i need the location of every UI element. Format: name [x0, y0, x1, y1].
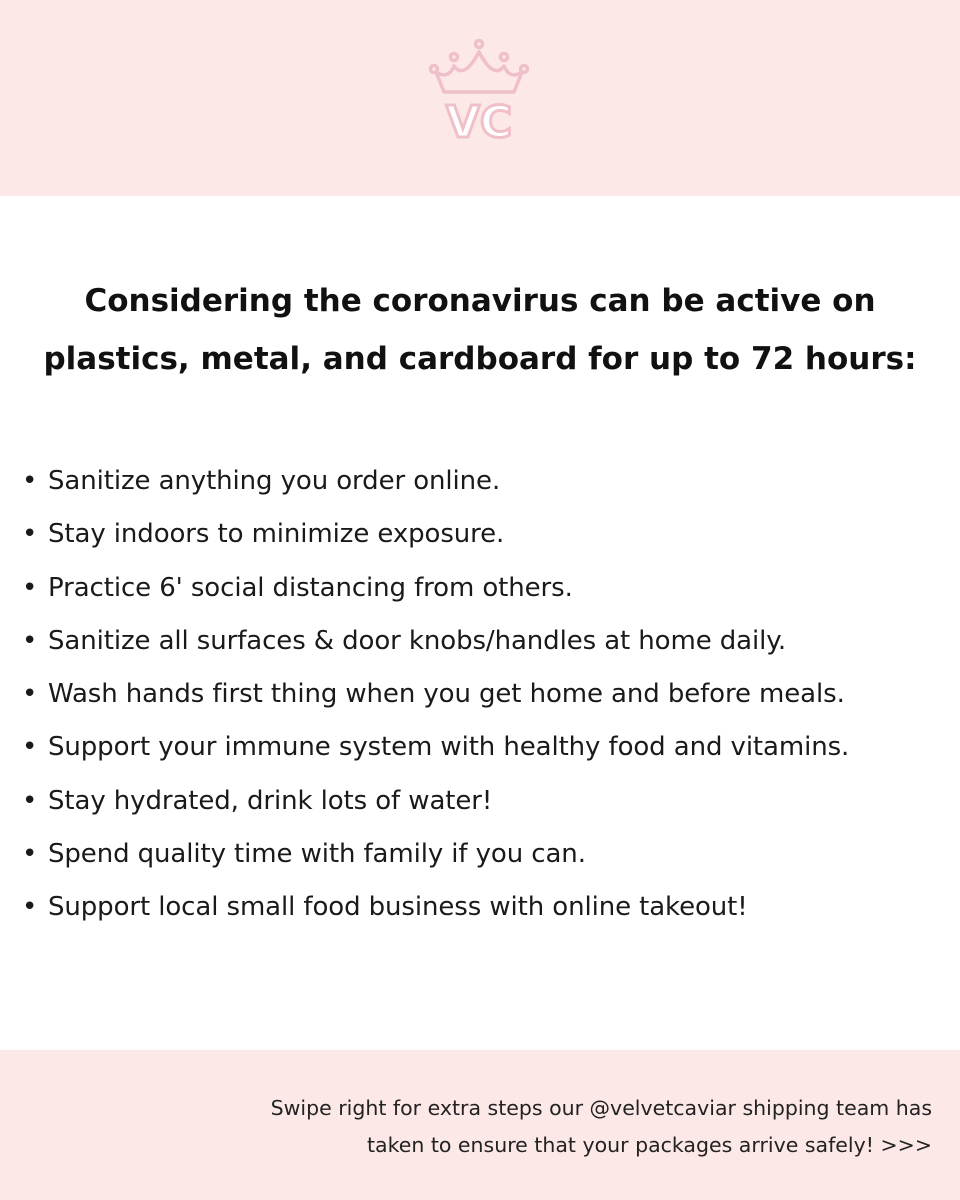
brand-logo	[426, 36, 532, 144]
list-item	[22, 508, 952, 561]
tip-text: Sanitize anything you order online.	[48, 466, 501, 496]
tip-text: Practice 6' social distancing from others.	[48, 572, 573, 603]
tip-text: Support your immune system with healthy food and vitamins.	[48, 732, 850, 763]
list-item	[22, 562, 952, 615]
list-item	[22, 455, 952, 508]
list-item	[22, 668, 952, 721]
headline-line-1: Considering the coronavirus can be active on	[84, 283, 876, 319]
crown-icon	[431, 41, 528, 93]
bullet: •	[22, 892, 38, 923]
list-item	[22, 615, 952, 668]
bullet: •	[22, 679, 38, 710]
tip-text: Sanitize all surfaces & door knobs/handles at home daily.	[48, 625, 786, 656]
tip-text: Stay indoors to minimize exposure.	[48, 519, 505, 550]
list-item	[22, 721, 952, 774]
tip-text: Stay hydrated, drink lots of water!	[48, 785, 493, 816]
swipe-prompt	[112, 1090, 932, 1164]
swipe-prompt-line-2: taken to ensure that your packages arrive safely! >>>	[366, 1133, 932, 1157]
tips-list	[22, 455, 952, 935]
page-headline	[0, 272, 960, 388]
bullet: •	[22, 572, 38, 603]
tip-text: Wash hands first thing when you get home and before meals.	[48, 679, 845, 710]
list-item	[22, 775, 952, 828]
bullet: •	[22, 839, 38, 870]
bullet: •	[22, 785, 38, 816]
swipe-prompt-line-1: Swipe right for extra steps our @velvetcaviar shipping team has	[270, 1096, 932, 1120]
tip-text: Support local small food business with online takeout!	[48, 892, 748, 923]
bullet: •	[22, 732, 38, 763]
headline-line-2: plastics, metal, and cardboard for up to 72 hours:	[43, 341, 917, 377]
list-item	[22, 828, 952, 881]
tip-text: Spend quality time with family if you can.	[48, 839, 586, 870]
list-item	[22, 881, 952, 934]
bullet: •	[22, 625, 38, 656]
bullet: •	[22, 519, 38, 550]
bullet: •	[22, 466, 38, 496]
logo-letters: VC	[445, 97, 513, 144]
